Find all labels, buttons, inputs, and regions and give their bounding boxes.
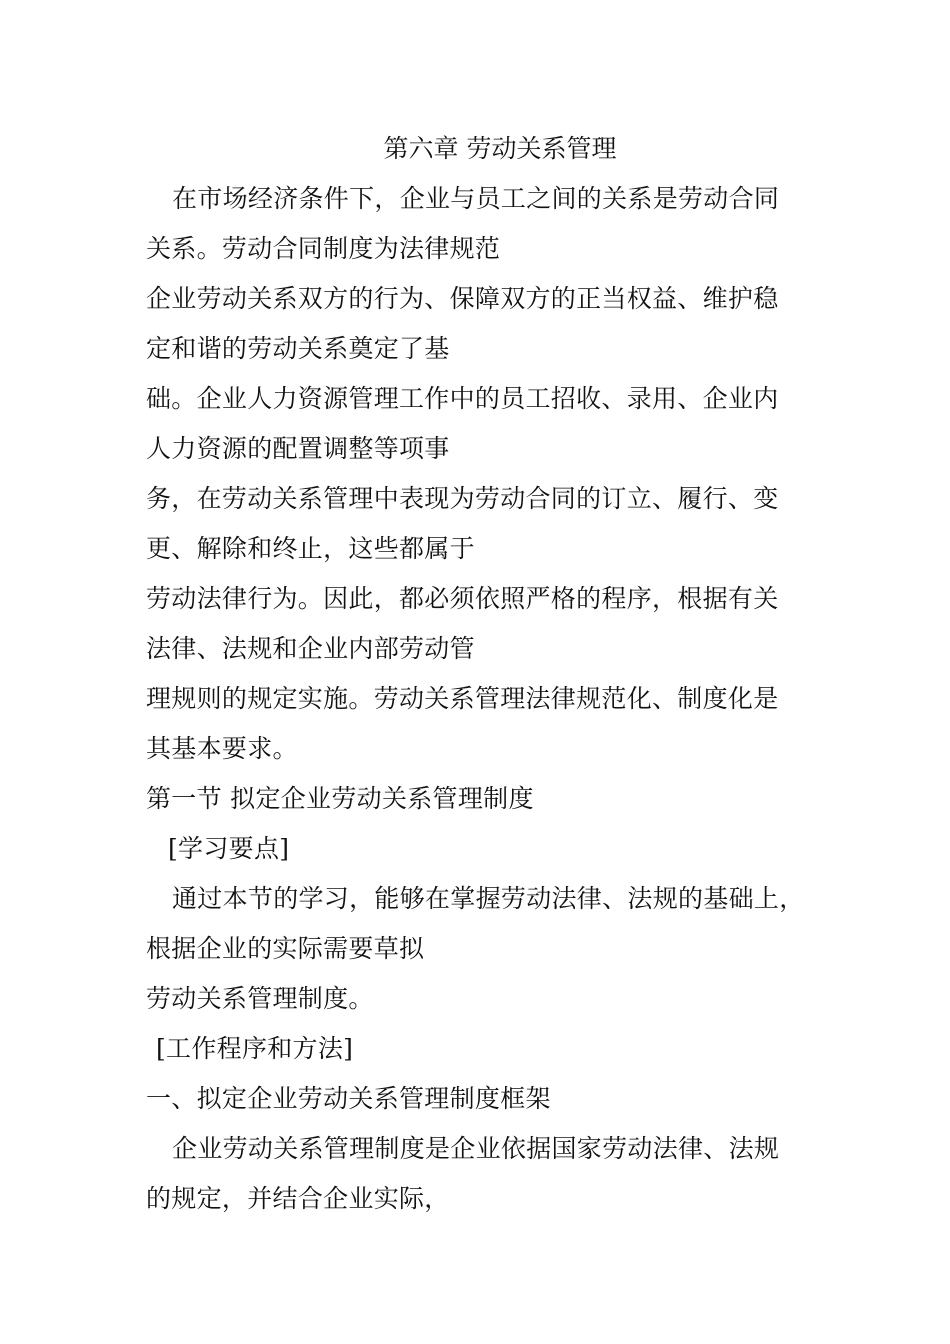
- chapter-title: 第六章 劳动关系管理: [383, 134, 617, 163]
- numbered-heading: 一、拟定企业劳动关系管理制度框架: [146, 1084, 551, 1113]
- paragraph-line: 企业劳动关系管理制度是企业依据国家劳动法律、法规: [172, 1134, 780, 1163]
- paragraph-line: 更、解除和终止，这些都属于: [146, 534, 475, 563]
- subheading-key-points: [学习要点]: [168, 834, 290, 863]
- paragraph-line: 通过本节的学习，能够在掌握劳动法律、法规的基础上，: [172, 884, 805, 913]
- paragraph-line: 理规则的规定实施。劳动关系管理法律规范化、制度化是: [146, 684, 779, 713]
- paragraph-line: 劳动关系管理制度。: [146, 984, 374, 1013]
- paragraph-line: 务，在劳动关系管理中表现为劳动合同的订立、履行、变: [146, 484, 779, 513]
- paragraph-line: 础。企业人力资源管理工作中的员工招收、录用、企业内: [146, 384, 779, 413]
- paragraph-line: 定和谐的劳动关系奠定了基: [146, 334, 450, 363]
- paragraph-line: 劳动法律行为。因此，都必须依照严格的程序，根据有关: [146, 584, 779, 613]
- paragraph-line: 的规定，并结合企业实际，: [146, 1184, 450, 1213]
- paragraph-line: 根据企业的实际需要草拟: [146, 934, 425, 963]
- paragraph-line: 法律、法规和企业内部劳动管: [146, 634, 475, 663]
- section-heading: 第一节 拟定企业劳动关系管理制度: [146, 784, 534, 813]
- paragraph-line: 人力资源的配置调整等项事: [146, 434, 450, 463]
- paragraph-line: 企业劳动关系双方的行为、保障双方的正当权益、维护稳: [146, 284, 779, 313]
- subheading-procedures: [工作程序和方法]: [156, 1034, 354, 1063]
- paragraph-line: 关系。劳动合同制度为法律规范: [146, 234, 501, 263]
- paragraph-line: 其基本要求。: [146, 734, 298, 763]
- paragraph-line: 在市场经济条件下，企业与员工之间的关系是劳动合同: [172, 184, 780, 213]
